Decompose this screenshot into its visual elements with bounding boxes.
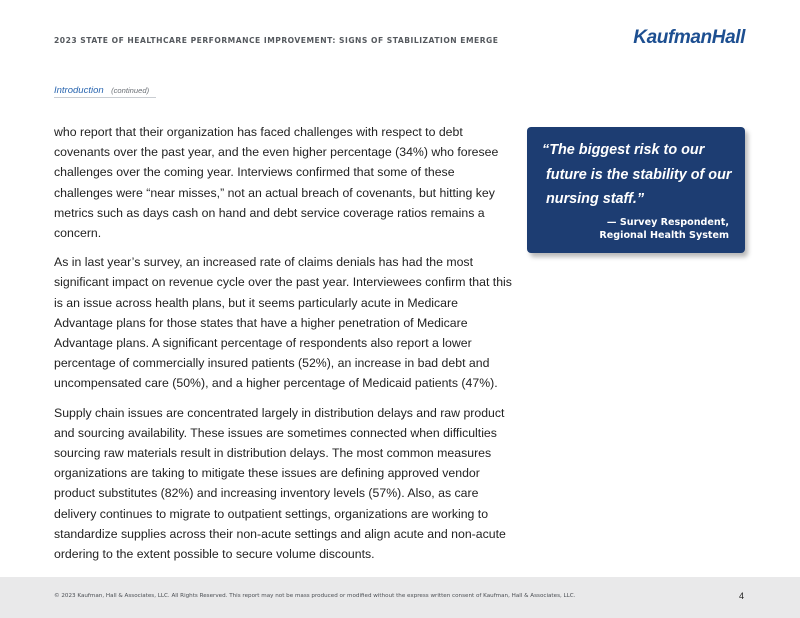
section-title: Introduction	[54, 85, 104, 96]
body-paragraph: As in last year’s survey, an increased rate of claims denials has had the most significant impact on revenue cycle over the past year. Interviewees confirm that this is an issue across health plans, but it seems particularly acute in Medicare Advantage plans for those states that have a higher penetration of Medicare Advantage plans. A significant percentage of respondents also report a lower percentage of commercially insured patients (52%), an increase in bad debt and uncompensated care (50%), and a higher percentage of Medicaid patients (47%).	[54, 255, 512, 391]
pull-quote-box	[527, 127, 745, 253]
page-number: 4	[739, 591, 745, 601]
section-divider	[54, 97, 156, 98]
attribution-organization: Regional Health System	[599, 230, 729, 241]
pull-quote-text	[542, 138, 738, 212]
pull-quote-line: nursing staff.”	[546, 191, 645, 207]
body-paragraph: who report that their organization has faced challenges with respect to debt covenants over the past year, and the even higher percentage (34%) who foresee challenges over the coming year. Interviews confirmed that some of these challenges were “near misses,” not an actual breach of covenants, but hitting key metrics such as days cash on hand and debt service coverage ratios remains a concern.	[54, 125, 499, 241]
report-header-title: 2023 STATE OF HEALTHCARE PERFORMANCE IMPROVEMENT: SIGNS OF STABILIZATION EMERGE	[54, 36, 499, 45]
body-text	[54, 122, 512, 573]
body-paragraph: Supply chain issues are concentrated largely in distribution delays and raw product and sourcing availability. These issues are sometimes connected when difficulties sourcing raw materials result in distribution delays. The most common measures organizations are taking to mitigate these issues are defining approved vendor product substitutes (82%) and increasing inventory levels (57%). Also, as care delivery continues to migrate to outpatient settings, organizations are working to standardize supplies across their non-acute settings and align acute and non-acute ordering to the extent possible to secure volume discounts.	[54, 405, 506, 562]
kaufmanhall-logo: KaufmanHall	[633, 27, 745, 48]
attribution-respondent: — Survey Respondent,	[606, 217, 729, 228]
pull-quote-attribution	[599, 216, 729, 242]
pull-quote-line: “The biggest risk to our	[542, 142, 705, 158]
footer-copyright: © 2023 Kaufman, Hall & Associates, LLC. All Rights Reserved. This report may not be mass produced or modified without the express written consent of Kaufman, Hall & Associates, LLC.	[54, 593, 576, 599]
pull-quote-line: future is the stability of our	[546, 166, 732, 183]
section-subtitle: (continued)	[111, 86, 150, 95]
page-footer	[0, 577, 800, 618]
section-heading	[54, 80, 149, 98]
